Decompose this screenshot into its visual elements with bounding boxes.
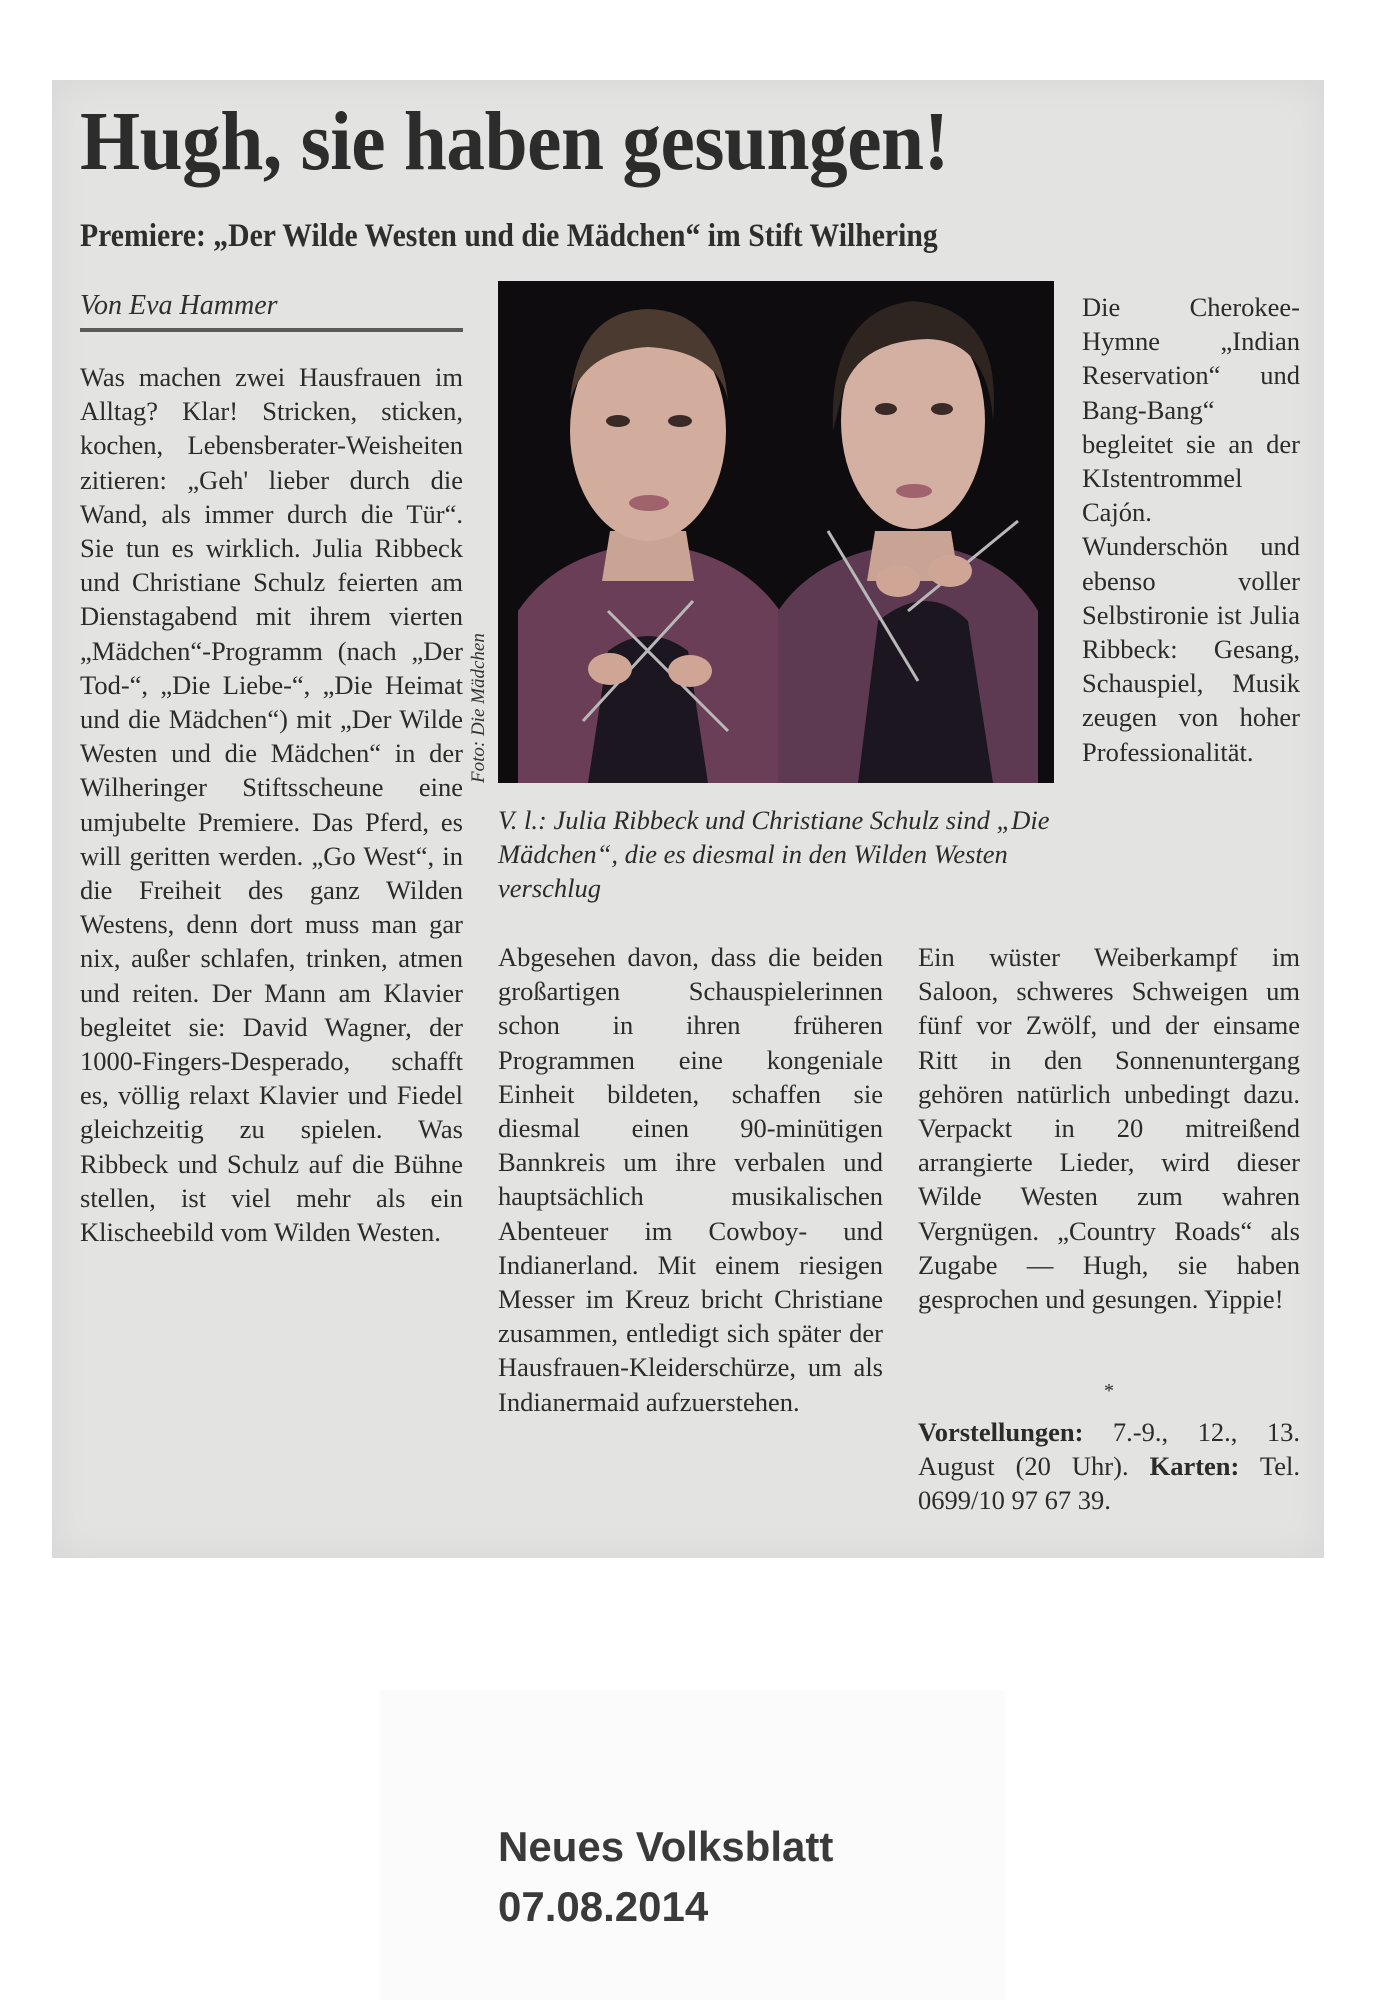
- article-byline: Von Eva Hammer: [80, 290, 463, 332]
- article-photo: [498, 281, 1054, 783]
- article-headline: Hugh, sie haben gesungen!: [80, 95, 949, 188]
- tickets-phone: Tel. 0699/10 97 67 39.: [918, 1451, 1300, 1515]
- end-mark: *: [1104, 1380, 1114, 1402]
- photo-caption: V. l.: Julia Ribbeck und Christiane Schulz sind „Die Mädchen“, die es diesmal in den Wilden Westen verschlug: [498, 805, 1050, 903]
- article-subheadline: Premiere: „Der Wilde Westen und die Mädchen“ im Stift Wilhering: [80, 218, 938, 254]
- performances-dates: 7.-9., 12., 13. August (20 Uhr).: [918, 1417, 1301, 1481]
- source-date: 07.08.2014: [498, 1883, 709, 1930]
- photo-credit: [468, 759, 492, 783]
- article-column-3-top: Die Cherokee-Hymne „Indian Reservation“ und Bang-Bang“ begleitet sie an der KIstentrommel Cajón. Wunderschön und ebenso voller Selbstironie ist Julia Ribbeck: Gesang, Schauspiel, Musik zeugen von hoher Professionalität.: [1082, 292, 1300, 767]
- article-column-1: Was machen zwei Hausfrauen im Alltag? Klar! Stricken, sticken, kochen, Lebensberater-Weisheiten zitieren: „Geh' lieber durch die Wand, als immer durch die Tür“. Sie tun es wirklich. Julia Ribbeck und Christiane Schulz feierten am Dienstagabend mit ihrem vierten „Mädchen“-Programm (nach „Der Tod-“, „Die Liebe-“, „Die Heimat und die Mädchen“) mit „Der Wilde Westen und die Mädchen“ in der Wilheringer Stiftsscheune eine umjubelte Premiere. Das Pferd, es will geritten werden. „Go West“, in die Freiheit des ganz Wilden Westens, denn dort muss man gar nix, außer schlafen, trinken, atmen und reiten. Der Mann am Klavier begleitet sie: David Wagner, der 1000-Fingers-Desperado, schafft es, völlig relaxt Klavier und Fiedel gleichzeitig zu spielen. Was Ribbeck und Schulz auf die Bühne stellen, ist viel mehr als ein Klischeebild vom Wilden Westen.: [80, 362, 463, 1248]
- tickets-label: Karten:: [1149, 1451, 1240, 1481]
- article-column-3-bottom: Ein wüster Weiberkampf im Saloon, schweres Schweigen um fünf vor Zwölf, und der einsame Ritt in den Sonnenuntergang gehören natürlich unbedingt dazu. Verpackt in 20 mitreißend arrangierte Lieder, wird dieser Wilde Westen zum wahren Vergnügen. „Country Roads“ als Zugabe — Hugh, sie haben gesprochen und gesungen. Yippie!: [918, 942, 1300, 1315]
- source-publication: Neues Volksblatt: [498, 1823, 834, 1870]
- performances-label: Vorstellungen:: [918, 1417, 1084, 1447]
- article-column-2: Abgesehen davon, dass die beiden großartigen Schauspielerinnen schon in ihren früheren Programmen eine kongeniale Einheit bildeten, schaffen sie diesmal einen 90-minütigen Bannkreis um ihre verbalen und hauptsächlich musikalischen Abenteuer im Cowboy- und Indianerland. Mit einem riesigen Messer im Kreuz bricht Christiane zusammen, entledigt sich später der Hausfrauen-Kleiderschürze, um als Indianermaid aufzuerstehen.: [498, 942, 883, 1417]
- performance-info: [918, 1415, 1300, 1517]
- photo-two-women-knitting: [498, 281, 1054, 783]
